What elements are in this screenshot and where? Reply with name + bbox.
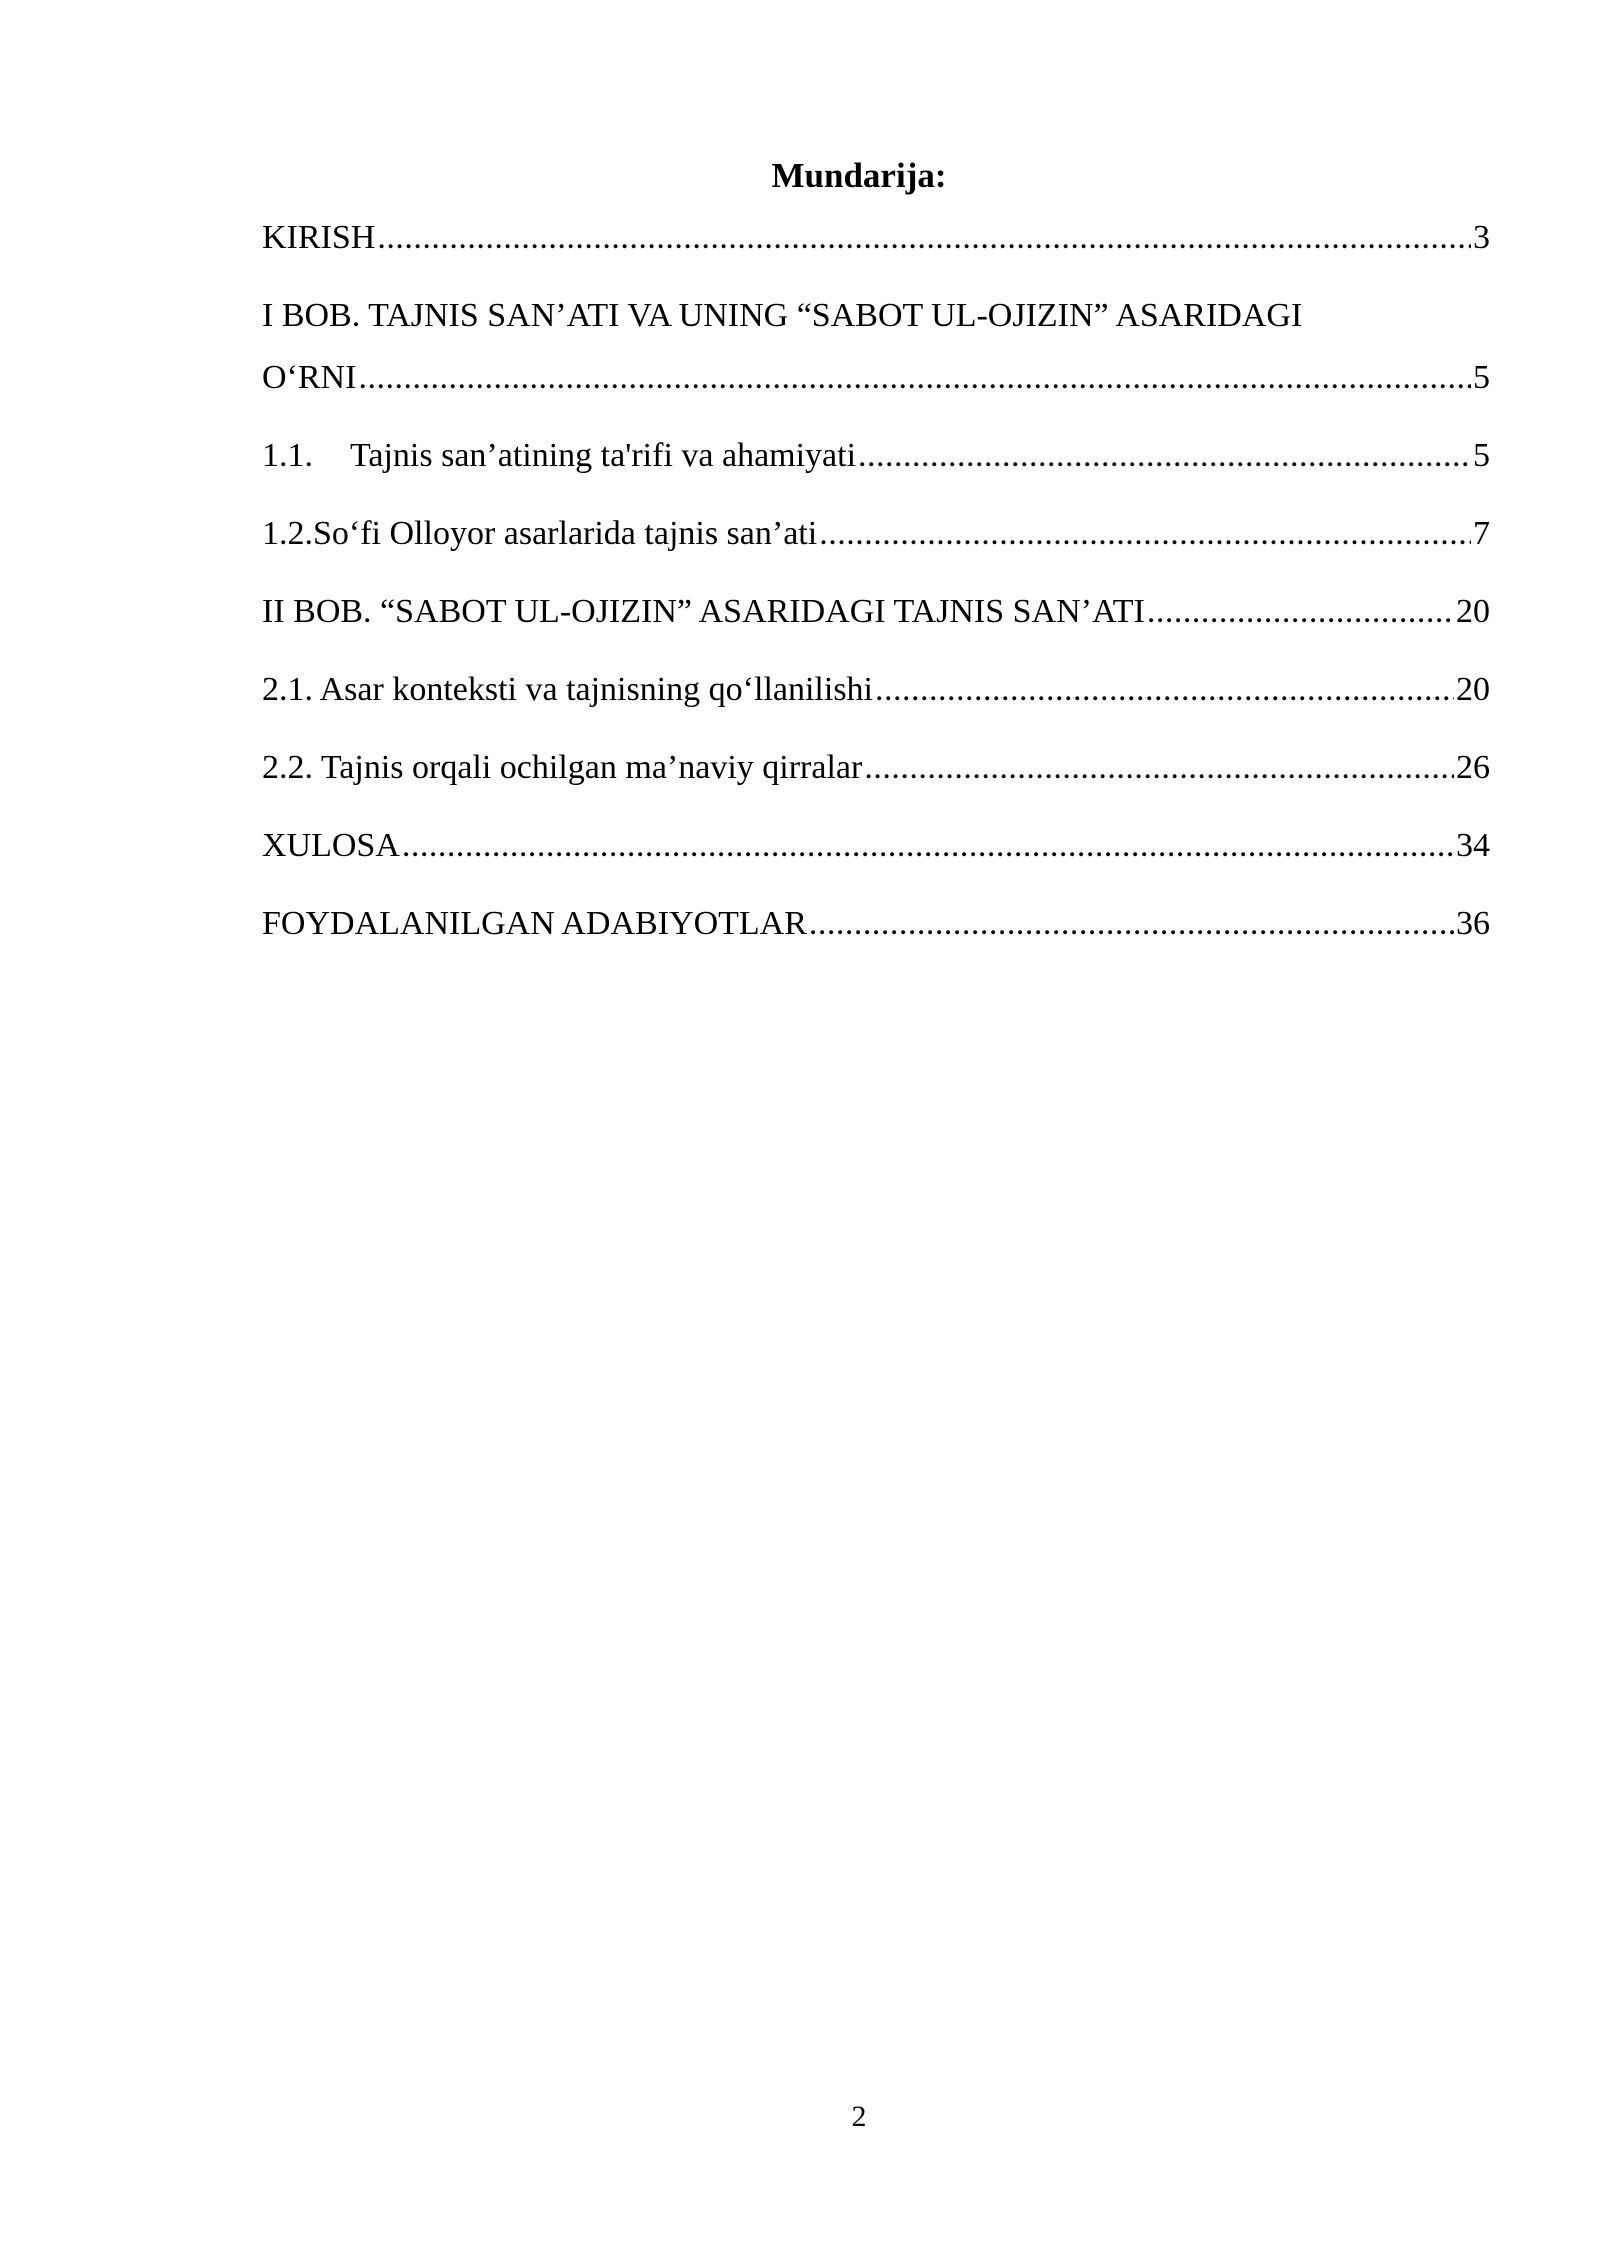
toc-leader-dots [819,511,1471,557]
toc-entry-label [262,433,856,479]
toc-leader-dots [875,667,1454,713]
toc-leader-dots [864,745,1454,791]
toc-entry-kirish[interactable] [262,215,1490,261]
toc-entry-section-2-1[interactable] [262,667,1490,713]
toc-entry-page: 5 [1473,359,1490,396]
toc-entry-label: 1.2.So‘fi Olloyor asarlarida tajnis san’ati [262,515,818,552]
toc-entry-page: 34 [1456,827,1490,864]
toc-entry-label: O‘RNI [262,359,357,396]
toc-entry-page: 20 [1456,593,1490,630]
toc-entry-label: 2.2. Tajnis orqali ochilgan ma’naviy qirralar [262,749,863,786]
toc-entry-label: I BOB. TAJNIS SAN’ATI VA UNING “SABOT UL-OJIZIN” ASARIDAGI [262,297,1303,334]
toc-leader-dots [809,901,1454,947]
toc-leader-dots [858,433,1471,479]
toc-entry-chapter-1-line-1[interactable] [262,293,1490,339]
page-number: 2 [851,2100,867,2133]
toc-entry-page: 7 [1473,515,1490,552]
toc-entry-page: 3 [1473,219,1490,256]
toc-entry-page: 20 [1456,671,1490,708]
toc-leader-dots [377,215,1471,261]
toc-entry-number: 1.1. [262,437,313,474]
toc-heading: Mundarija: [771,156,947,195]
toc-leader-dots [402,823,1454,869]
toc-entry-section-2-2[interactable] [262,745,1490,791]
toc-entry-chapter-2[interactable] [262,589,1490,635]
toc-entry-label: FOYDALANILGAN ADABIYOTLAR [262,905,807,942]
toc-entry-text: Tajnis san’atining ta'rifi va ahamiyati [350,437,857,474]
toc-entry-label: KIRISH [262,219,376,256]
toc-leader-dots [358,355,1471,401]
toc-entry-section-1-1[interactable] [262,433,1490,479]
toc-entry-section-1-2[interactable] [262,511,1490,557]
toc-leader-dots [1147,589,1454,635]
toc-entry-page: 5 [1473,437,1490,474]
toc-entry-label: II BOB. “SABOT UL-OJIZIN” ASARIDAGI TAJNIS SAN’ATI [262,593,1145,630]
toc-entry-chapter-1[interactable] [262,355,1490,401]
toc-entry-xulosa[interactable] [262,823,1490,869]
toc-entry-page: 36 [1456,905,1490,942]
toc-entry-adabiyotlar[interactable] [262,901,1490,947]
toc-entry-page: 26 [1456,749,1490,786]
toc-entry-label: XULOSA [262,827,400,864]
toc-entry-label: 2.1. Asar konteksti va tajnisning qo‘llanilishi [262,671,874,708]
